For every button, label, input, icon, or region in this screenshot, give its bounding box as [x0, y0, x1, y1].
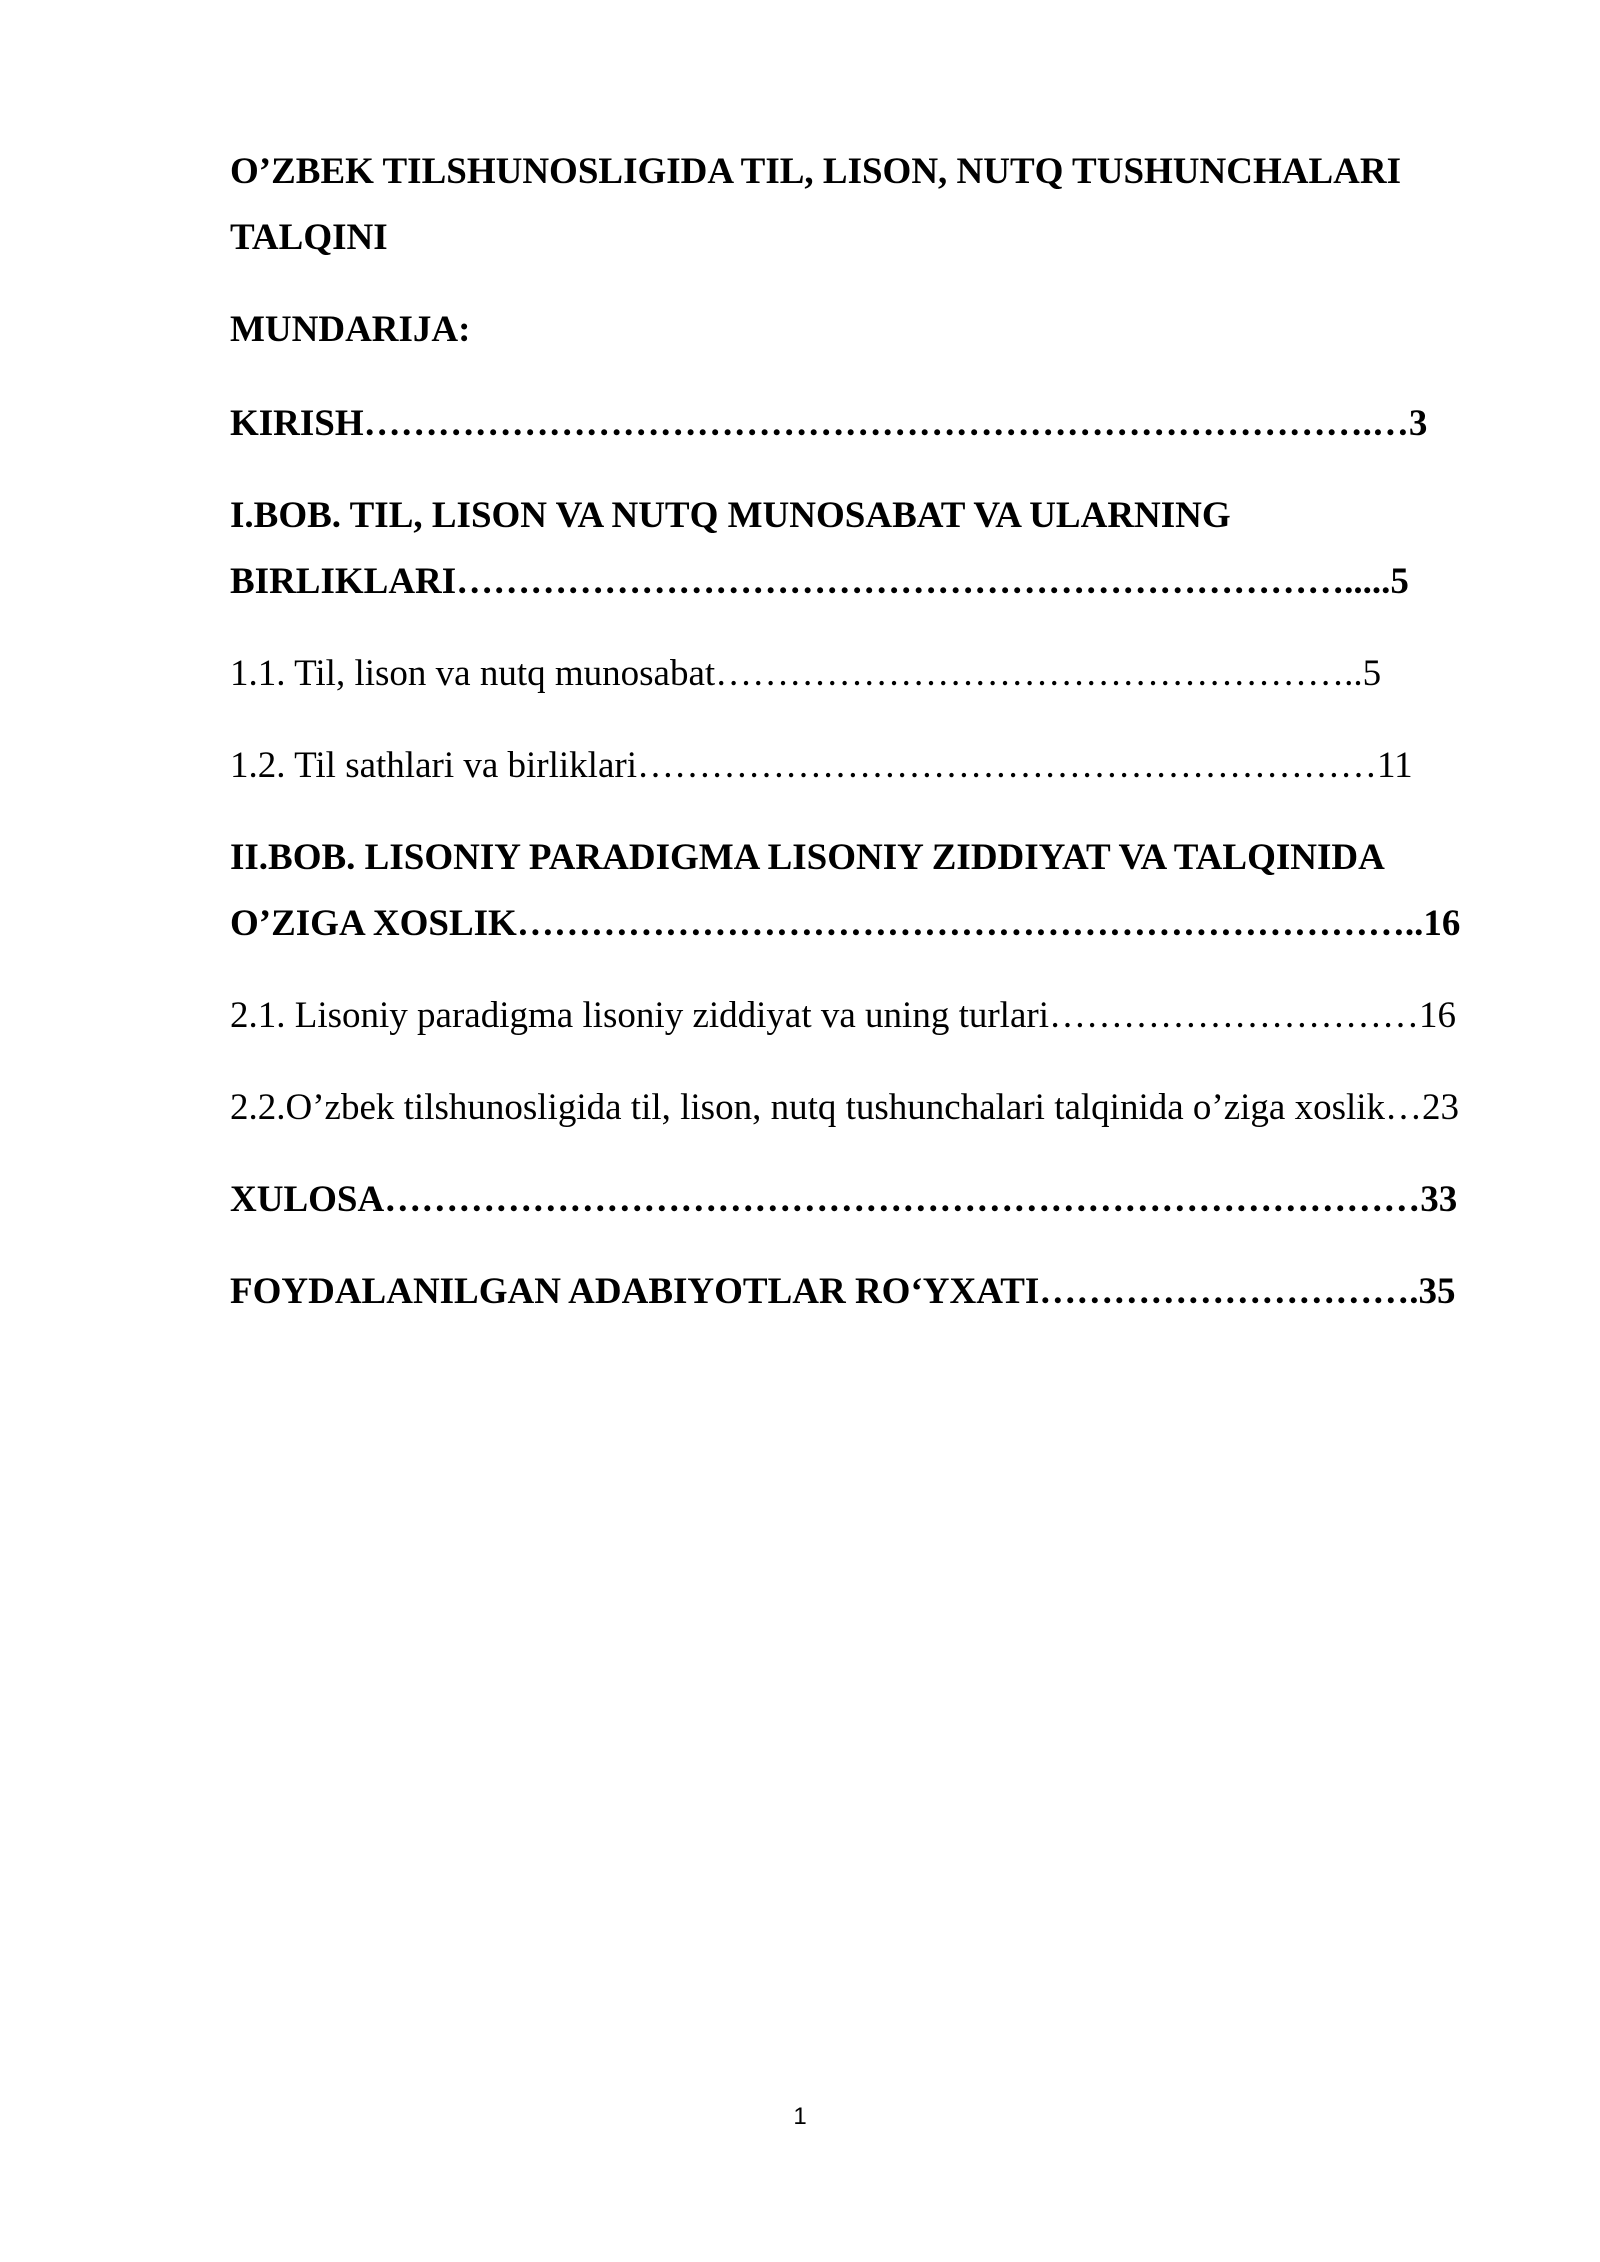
page-number: 1	[793, 2103, 807, 2130]
contents-heading: MUNDARIJA:	[230, 309, 471, 350]
toc-entry-section-1-1: 1.1. Til, lison va nutq munosabat……………………………………………..5	[230, 653, 1382, 694]
toc-entry-section-2-1: 2.1. Lisoniy paradigma lisoniy ziddiyat va uning turlari…………………………16	[230, 995, 1456, 1036]
document-title-line-1: O’ZBEK TILSHUNOSLIGIDA TIL, LISON, NUTQ TUSHUNCHALARI	[230, 151, 1401, 192]
toc-entry-kirish: KIRISH……………………………………………………………………….…3	[230, 403, 1428, 444]
toc-entry-chapter-1-line-1: I.BOB. TIL, LISON VA NUTQ MUNOSABAT VA ULARNING	[230, 495, 1231, 536]
toc-entry-xulosa: XULOSA…………………………………………………………………………33	[230, 1179, 1458, 1220]
toc-entry-chapter-1-line-2: BIRLIKLARI……………………………………………………………….....5	[230, 561, 1409, 602]
document-title-line-2: TALQINI	[230, 217, 388, 258]
toc-entry-chapter-2-line-2: O’ZIGA XOSLIK………………………………………………………………..16	[230, 903, 1461, 944]
toc-entry-chapter-2-line-1: II.BOB. LISONIY PARADIGMA LISONIY ZIDDIYAT VA TALQINIDA	[230, 837, 1385, 878]
toc-entry-references: FOYDALANILGAN ADABIYOTLAR RO‘YXATI………………………….35	[230, 1271, 1456, 1312]
toc-entry-section-2-2: 2.2.O’zbek tilshunosligida til, lison, nutq tushunchalari talqinida o’ziga xoslik…23	[230, 1087, 1460, 1128]
toc-entry-section-1-2: 1.2. Til sathlari va birliklari……………………………………………………11	[230, 745, 1413, 786]
